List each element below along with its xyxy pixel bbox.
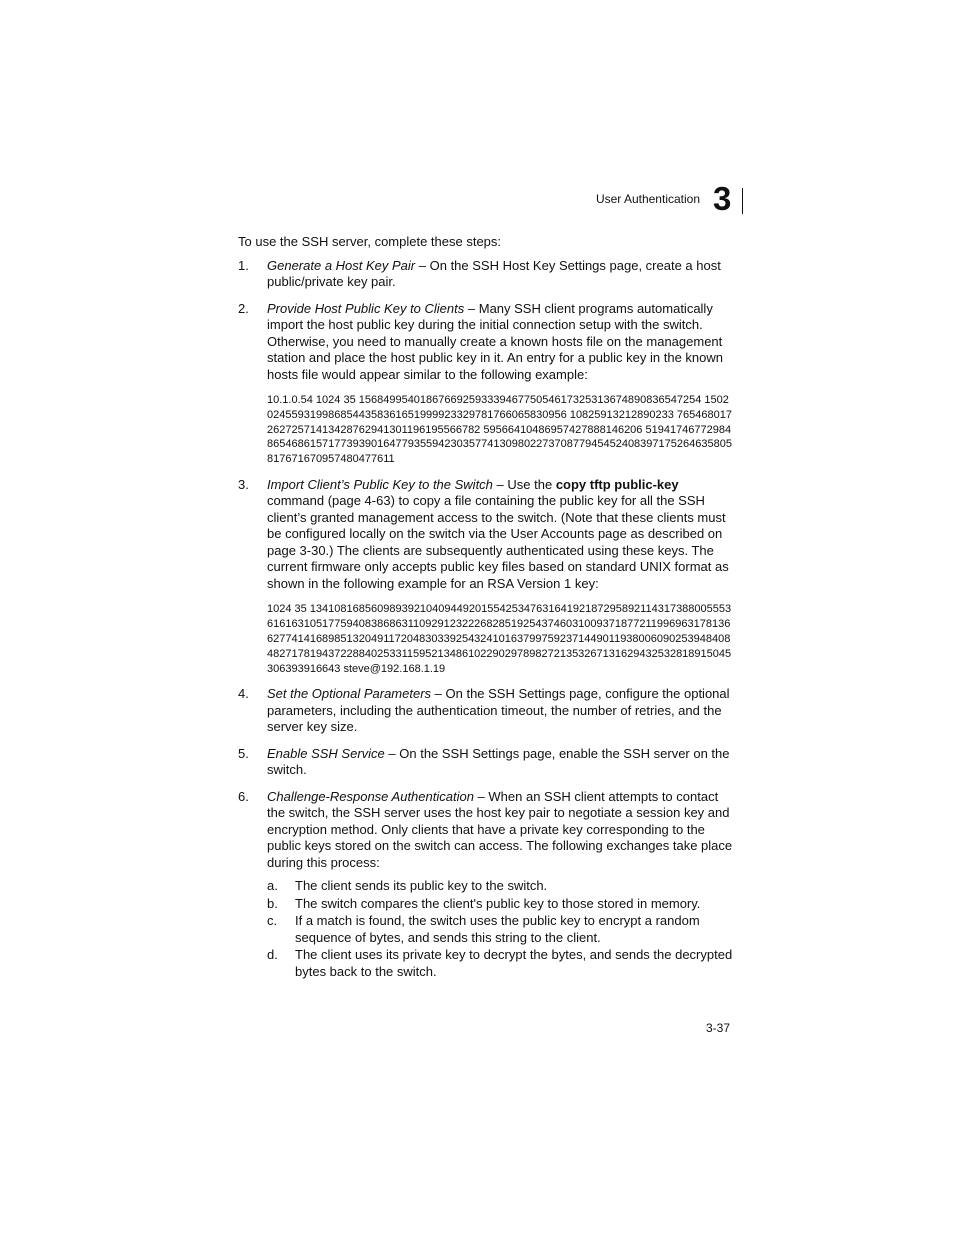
step-6 — [238, 789, 733, 981]
known-hosts-example: 10.1.0.54 1024 35 15684995401867669259333946775054617325313674890836547254 15020245593199868544358361651999923329781766065830956 10825913212890233 76546801726272571413428762941301196195566782 59566410486957427888146206 519417467729848654686157177393901647793559423035774130980227370877945452408397175264635805817671670957480477611 — [267, 394, 732, 466]
step-body — [267, 258, 733, 291]
step-number: 1. — [238, 257, 249, 273]
step-text: command (page 4-63) to copy a file containing the public key for all the SSH client’s granted management access to the switch. (Note that these clients must be configured locally on the switch via the User Accounts page as described on page 3-30.) The clients are subsequently authenticated using these keys. The current firmware only accepts public key files based on standard UNIX format as shown in the following example for an RSA Version 1 key: — [267, 493, 729, 591]
separator: – — [473, 788, 489, 804]
substep-text: The client uses its private key to decrypt the bytes, and sends the decrypted bytes back to the switch. — [295, 947, 733, 979]
running-header: User Authentication — [595, 192, 700, 206]
substep-c — [267, 913, 733, 946]
step-body — [267, 746, 733, 779]
step-1 — [238, 258, 733, 291]
step-3 — [238, 477, 733, 676]
step-text: Many SSH client programs automatically import the host public key during the initial connection setup with the switch. Otherwise, you need to manually create a known hosts file on the management station and place the host public key in it. An entry for a public key in the known hosts file would appear similar to the following example: — [267, 300, 723, 382]
substep-text: The switch compares the client's public key to those stored in memory. — [295, 895, 701, 911]
step-body — [267, 301, 733, 384]
step-title: Enable SSH Service — [267, 745, 385, 761]
chapter-divider — [742, 188, 743, 214]
step-2 — [238, 301, 733, 467]
step-text-before: Use the — [507, 476, 556, 492]
chapter-number: 3 — [713, 180, 732, 217]
step-number: 6. — [238, 788, 249, 804]
substep-label: c. — [267, 913, 278, 929]
rsa-key-example: 1024 35 134108168560989392104094492015542534763164192187295892114317388005553616163105177594083868631109291232226828519254374603100937187721199696317813662774141689851320491172048303392543241016379975923714490119380060902539484084827178194372288402533115952134861022902978982721353267131629432532818915045306393916643 steve@192.168.1.19 — [267, 603, 732, 675]
page-number: 3-37 — [705, 1021, 730, 1035]
step-5 — [238, 746, 733, 779]
step-number: 2. — [238, 300, 249, 316]
step-title: Import Client’s Public Key to the Switch — [267, 476, 493, 492]
separator: – — [492, 476, 508, 492]
substep-a — [267, 878, 733, 895]
step-title: Challenge-Response Authentication — [267, 788, 474, 804]
intro-text: To use the SSH server, complete these steps: — [238, 234, 502, 249]
substep-text: The client sends its public key to the switch. — [295, 878, 548, 894]
step-text: On the SSH Host Key Settings page, create a host public/private key pair. — [267, 257, 721, 289]
step-number: 5. — [238, 745, 249, 761]
substep-list — [267, 878, 733, 980]
command-name: copy tftp public-key — [555, 476, 679, 492]
substep-b — [267, 896, 733, 913]
step-body — [267, 789, 733, 872]
step-body — [267, 477, 733, 593]
substep-d — [267, 947, 733, 980]
step-title: Generate a Host Key Pair — [267, 257, 416, 273]
separator: – — [431, 686, 446, 702]
step-text: When an SSH client attempts to contact the switch, the SSH server uses the host key pair to negotiate a session key and encryption method. Only clients that have a private key corresponding to the public keys stored on the switch can access. The following exchanges take place during this process: — [267, 788, 733, 870]
substep-label: d. — [267, 947, 278, 963]
step-number: 3. — [238, 476, 249, 492]
separator: – — [384, 745, 400, 761]
step-number: 4. — [238, 686, 249, 702]
substep-label: b. — [267, 895, 278, 911]
substep-text: If a match is found, the switch uses the public key to encrypt a random sequence of bytes, and sends this string to the client. — [295, 913, 700, 945]
step-body — [267, 686, 733, 736]
step-title: Set the Optional Parameters — [267, 686, 432, 702]
substep-label: a. — [267, 878, 278, 894]
main-content — [238, 234, 733, 990]
step-title: Provide Host Public Key to Clients — [267, 300, 465, 316]
separator: – — [415, 257, 430, 273]
step-4 — [238, 686, 733, 736]
step-text: On the SSH Settings page, enable the SSH server on the switch. — [267, 745, 730, 778]
step-text: On the SSH Settings page, configure the optional parameters, including the authentication timeout, the number of retries, and the server key size. — [267, 686, 730, 735]
separator: – — [464, 300, 479, 316]
